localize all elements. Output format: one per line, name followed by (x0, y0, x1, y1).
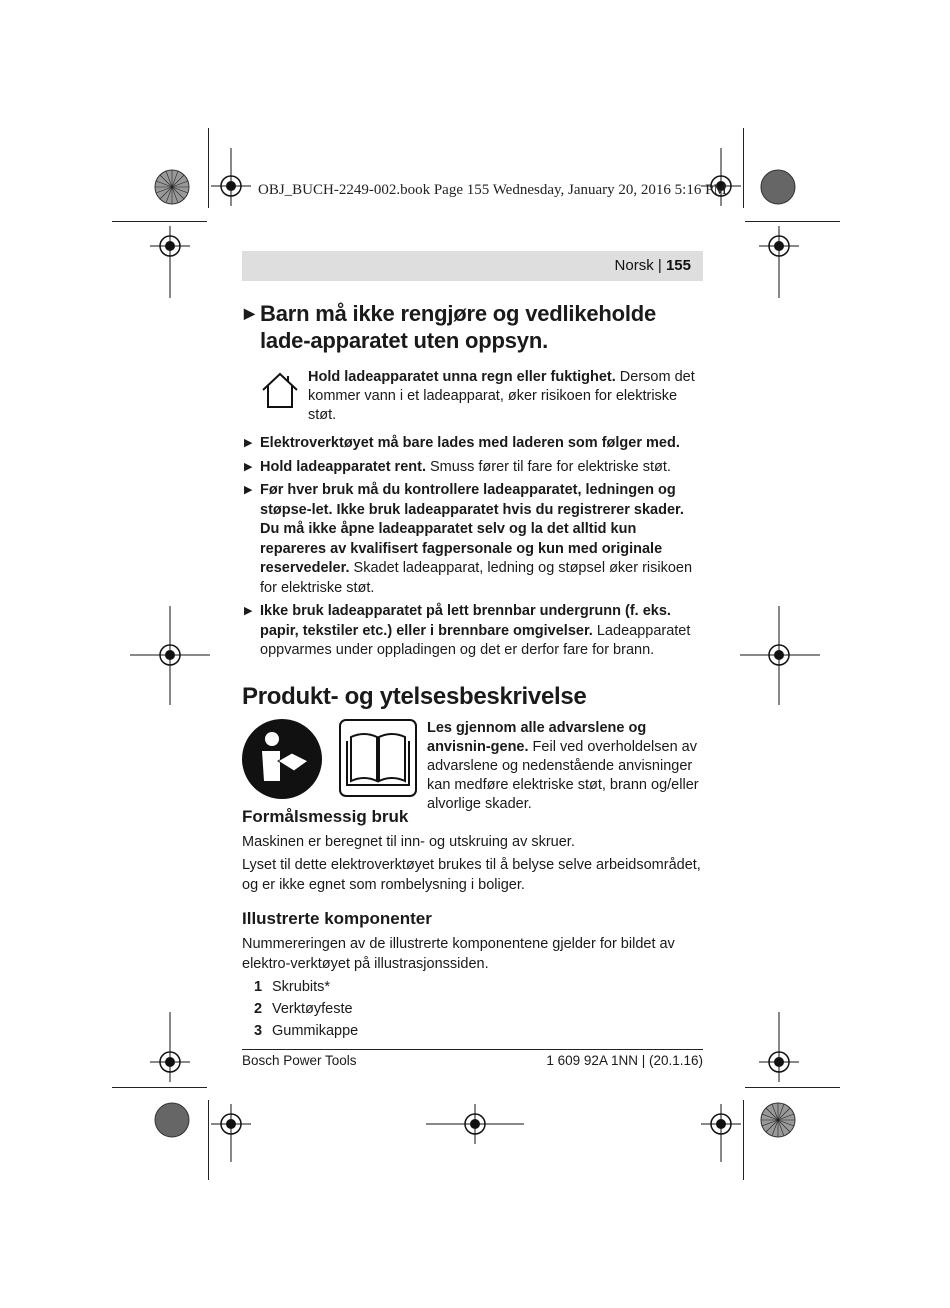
open-book-icon (339, 719, 417, 797)
page-header-text (615, 257, 691, 274)
grey-target-tr (761, 170, 795, 204)
bullet-triangle-icon: ▶ (244, 484, 253, 496)
component-label: Verktøyfeste (272, 1001, 353, 1017)
header-separator: | (657, 257, 662, 274)
bullet-triangle-icon: ▶ (244, 460, 253, 473)
manual-warning (242, 719, 703, 812)
component-label: Gummikappe (272, 1023, 359, 1039)
big-warning-text: Barn må ikke rengjøre og vedlikeholde lade-apparatet uten oppsyn. (260, 301, 657, 353)
house-warning-body: Dersom det kommer vann i et ladeapparat, øker risikoen for elektriske støt. (308, 369, 695, 423)
component-item (254, 1022, 703, 1041)
footer-divider (242, 1049, 703, 1050)
bullet-text: Skadet ladeapparat, ledning og støpsel øker risikoen for elektriske støt. (260, 560, 693, 596)
intended-use-p1: Maskinen er beregnet til inn- og utskruing av skruer. (242, 833, 575, 850)
component-number: 2 (254, 1001, 263, 1017)
section-title: Produkt- og ytelsesbeskrivelse (242, 682, 587, 710)
manual-warning-bold: Les gjennom alle advarslene og anvisnin-gene. (427, 719, 647, 755)
header-language: Norsk (614, 257, 654, 274)
intended-use-p2: Lyset til dette elektroverktøyet brukes til å belyse selve arbeidsområdet, og er ikke egnet som rombelysning i boliger. (242, 857, 701, 893)
bullet-item (242, 481, 703, 598)
bullet-bold: Ikke bruk ladeapparatet på lett brennbar undergrunn (f. eks. papir, tekstiler etc.) eller i brennbare omgivelser. (260, 603, 671, 639)
bullet-list (242, 434, 703, 661)
house-warning (260, 368, 703, 423)
house-warning-bold: Hold ladeapparatet unna regn eller fuktighet. (308, 369, 616, 385)
bullet-text: Smuss fører til fare for elektriske støt. (425, 458, 671, 475)
component-item (254, 978, 703, 997)
manual-warning-text (427, 719, 707, 814)
bullet-item (242, 458, 703, 478)
components-title: Illustrerte komponenter (242, 909, 432, 928)
page-number: 155 (665, 257, 691, 274)
component-number: 3 (254, 1023, 263, 1039)
bullet-item (242, 602, 703, 661)
bullet-triangle-icon: ▶ (244, 437, 253, 449)
component-label: Skrubits* (272, 979, 331, 995)
bullet-bold: Hold ladeapparatet rent. (260, 458, 426, 475)
bullet-bold: Før hver bruk må du kontrollere ladeapparatet, ledningen og støpse-let. Ikke bruk ladeapparatet hvis du registrerer skader. Du må ikke åpne ladeapparatet selv og la det alltid kun repareres av kvalifisert fagpersonale og kun med originale reservedeler. (260, 482, 684, 576)
big-warning (242, 300, 703, 354)
components-intro: Nummereringen av de illustrerte komponentene gjelder for bildet av elektro-verktøyet på illustrasjonssiden. (242, 936, 675, 972)
grey-target-bl (155, 1103, 189, 1137)
page-content (242, 300, 703, 1044)
bullet-triangle-icon: ▶ (244, 605, 253, 617)
footer-left: Bosch Power Tools (242, 1053, 357, 1068)
component-item (254, 1000, 703, 1019)
book-file-header: OBJ_BUCH-2249-002.book Page 155 Wednesday, January 20, 2016 5:16 PM (258, 182, 727, 198)
house-warning-text (308, 368, 708, 425)
footer-right: 1 609 92A 1NN | (20.1.16) (546, 1053, 703, 1068)
rosette-target-br (761, 1103, 795, 1137)
bullet-triangle-icon: ▶ (244, 305, 255, 321)
bullet-text: Ladeapparatet oppvarmes under oppladingen og det er derfor fare for brann. (260, 622, 691, 658)
rosette-target-tl (155, 170, 189, 204)
page-header (242, 251, 703, 281)
component-number: 1 (254, 979, 263, 995)
bullet-item (242, 434, 703, 454)
read-manual-person-icon (242, 719, 322, 799)
intended-use-title: Formålsmessig bruk (242, 806, 409, 826)
manual-warning-body: Feil ved overholdelsen av advarslene og nedenstående anvisninger kan medføre elektriske støt, brann og/eller alvorlige skader. (427, 738, 699, 812)
bullet-bold: Elektroverktøyet må bare lades med laderen som følger med. (260, 435, 680, 451)
house-icon (260, 370, 300, 410)
